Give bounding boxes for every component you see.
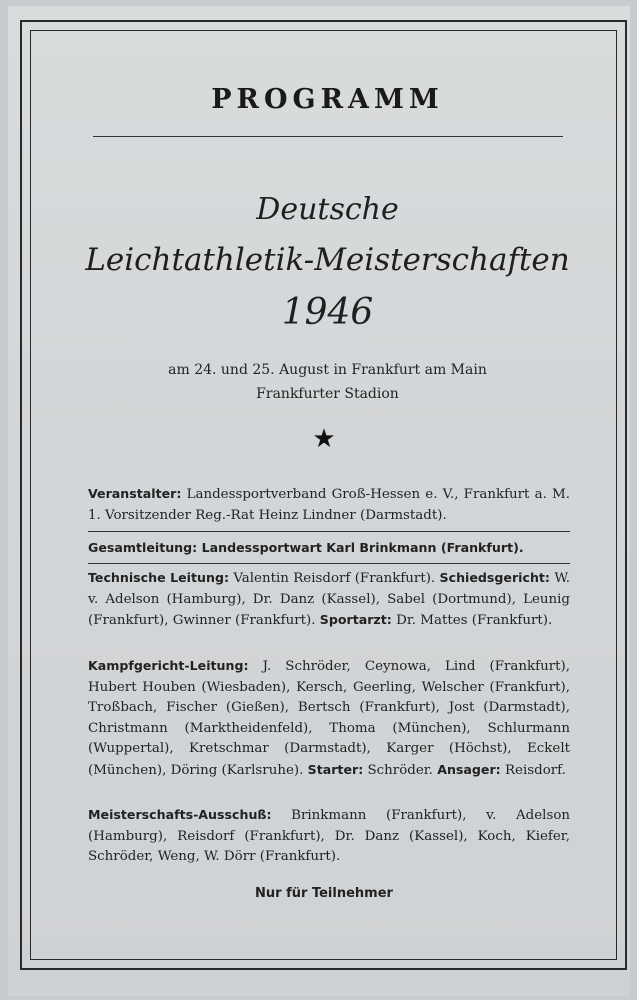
label-veranstalter: Veranstalter: (88, 486, 182, 501)
label-sportarzt: Sportarzt: (319, 612, 392, 628)
section-veranstalter (88, 484, 570, 526)
label-starter: Starter: (307, 761, 364, 777)
star-icon: ★ (312, 424, 336, 454)
divider-top (93, 136, 563, 137)
text-schiedsgericht: W. v. Adelson (Hamburg), Dr. Danz (Kassel), Sabel (Dortmund), Leunig (Frankfurt), Gwinner (Frankfurt). (88, 571, 570, 629)
divider-2 (88, 563, 570, 564)
divider-1 (88, 531, 570, 532)
label-schiedsgericht: Schiedsgericht: (439, 570, 550, 585)
footer-note: Nur für Teilnehmer (255, 886, 393, 901)
label-ansager: Ansager: (437, 761, 501, 777)
text-veranstalter: Landessportverband Groß-Hessen e. V., Frankfurt a. M. 1. Vorsitzender Reg.-Rat Heinz Lindner (Darmstadt). (88, 487, 570, 523)
text-kampfgericht: J. Schröder, Ceynowa, Lind (Frankfurt), Hubert Houben (Wiesbaden), Kersch, Geerling, Welscher (Frankfurt), Troßbach, Fischer (Gießen), Bertsch (Frankfurt), Jost (Darmstadt), Christmann (Marktheidenfeld), Thoma (München), Schlurmann (Wuppertal), Kretschmar (Darmstadt), Karger (Höchst), Eckelt (München), Döring (Karlsruhe). (88, 659, 570, 778)
text-ausschuss: Brinkmann (Frankfurt), v. Adelson (Hamburg), Reisdorf (Frankfurt), Dr. Danz (Kassel), Koch, Kiefer, Schröder, Weng, W. Dörr (Frankfurt). (88, 808, 570, 865)
text-technische-leitung: Valentin Reisdorf (Frankfurt). (229, 571, 440, 586)
event-year: 1946 (281, 292, 374, 333)
section-technische-leitung (88, 568, 570, 632)
section-kampfgericht (88, 656, 570, 782)
label-ausschuss: Meisterschafts-Ausschuß: (88, 807, 272, 822)
label-gesamtleitung: Gesamtleitung: Landessportwart Karl Brinkmann (Frankfurt). (88, 540, 524, 555)
text-sportarzt: Dr. Mattes (Frankfurt). (391, 613, 553, 629)
label-technische-leitung: Technische Leitung: (88, 570, 229, 585)
event-title-line2: Leichtathletik-Meisterschaften (85, 242, 570, 278)
text-ansager: Reisdorf. (500, 762, 566, 778)
event-venue: Frankfurter Stadion (256, 386, 399, 402)
page-title: PROGRAMM (211, 84, 444, 115)
text-starter: Schröder. (363, 762, 438, 778)
section-gesamtleitung (88, 538, 570, 560)
event-title-line1: Deutsche (256, 192, 399, 227)
label-kampfgericht: Kampfgericht-Leitung: (88, 658, 249, 673)
event-dates: am 24. und 25. August in Frankfurt am Main (168, 362, 487, 378)
section-ausschuss (88, 805, 570, 868)
